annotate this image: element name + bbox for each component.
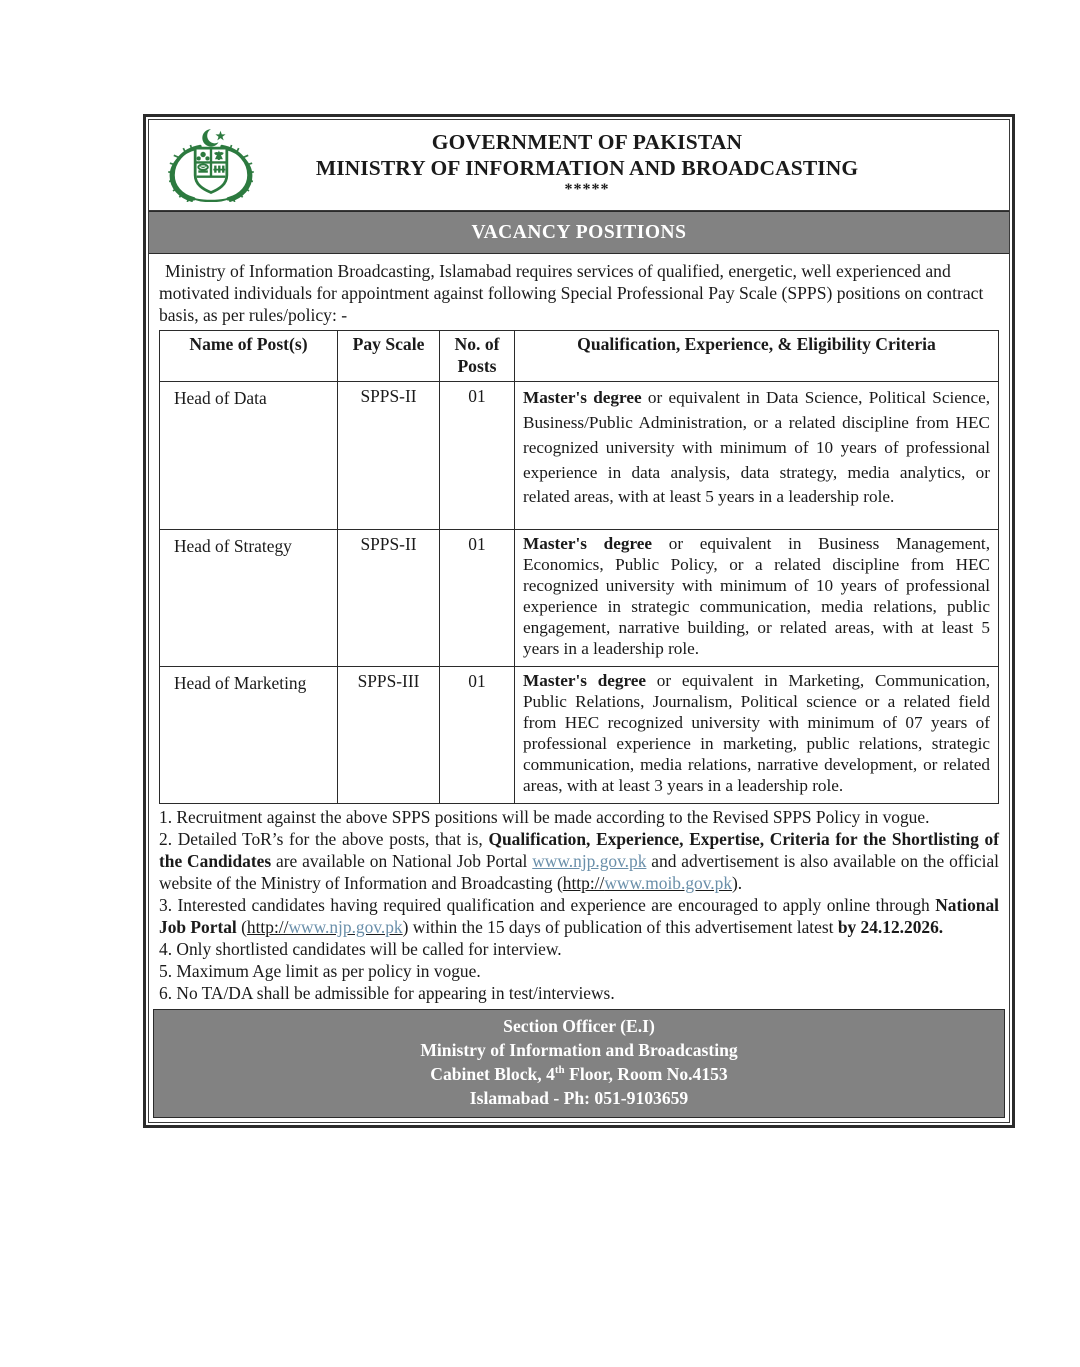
cell-no-of-posts: 01 [440, 529, 515, 666]
star-divider: ***** [564, 181, 610, 199]
note-5: 5. Maximum Age limit as per policy in vogue. [159, 961, 481, 982]
cell-no-of-posts: 01 [440, 666, 515, 803]
th-qualification: Qualification, Experience, & Eligibility Criteria [515, 331, 999, 381]
cell-qualification [515, 666, 999, 803]
cell-pay-scale: SPPS-III [338, 666, 440, 803]
cell-post-name: Head of Marketing [160, 666, 338, 803]
intro-paragraph: Ministry of Information Broadcasting, Islamabad requires services of qualified, energetic, well experienced and motivated individuals for appointment against following Special Professional Pay Scale (SPPS) positions on contract basis, as per rules/policy: - [159, 261, 984, 326]
njp-link-scheme: http:// [246, 916, 289, 937]
vacancy-table [159, 330, 999, 803]
header-titles [269, 129, 1005, 200]
note-3-bold-portal: National Job Portal [159, 894, 999, 937]
note-2-part-c: are available on National Job Portal [271, 850, 533, 871]
qual-bold-lead: Master's degree [523, 533, 653, 553]
footer-address-pre: Cabinet Block, 4 [430, 1064, 555, 1085]
footer-section-officer: Section Officer (E.I) [503, 1016, 655, 1037]
th-pay-scale: Pay Scale [338, 331, 440, 381]
table-row [160, 381, 999, 529]
qual-body: or equivalent in Data Science, Political Science, Business/Public Administration, or a related discipline from HEC recognized university with minimum of 10 years of professional experience in data analysis, data strategy, media analytics, or related areas, with at least 5 years in a leadership role. [523, 387, 991, 507]
note-4: 4. Only shortlisted candidates will be called for interview. [159, 939, 562, 960]
qual-bold-lead: Master's degree [523, 670, 647, 690]
note-3-part-c: ( [236, 916, 247, 937]
table-row [160, 529, 999, 666]
njp-portal-link[interactable]: www.njp.gov.pk [532, 850, 647, 871]
th-no-of-posts: No. of Posts [440, 331, 515, 381]
advertisement-frame [143, 114, 1015, 1128]
footer-address [154, 1063, 1004, 1087]
qual-body: or equivalent in Marketing, Communication, Public Relations, Journalism, Political science or a related field from HEC recognized university with minimum of 07 years of professional experience in marketing, public relations, strategic communication, media relations, narrative development, or related areas, with at least 3 years in a leadership role. [523, 670, 991, 795]
moib-link-scheme: http:// [562, 872, 605, 893]
notes-section [149, 804, 1009, 1007]
cell-pay-scale: SPPS-II [338, 529, 440, 666]
note-6: 6. No TA/DA shall be admissible for appearing in test/interviews. [159, 983, 615, 1004]
vacancy-positions-banner: VACANCY POSITIONS [149, 211, 1009, 254]
contact-footer [153, 1009, 1005, 1118]
advertisement-inner-frame [148, 119, 1010, 1123]
footer-ministry: Ministry of Information and Broadcasting [420, 1040, 738, 1061]
table-header-row [160, 331, 999, 381]
cell-pay-scale: SPPS-II [338, 381, 440, 529]
njp-link-host: www.njp.gov.pk [288, 916, 403, 937]
footer-city-phone: Islamabad - Ph: 051-9103659 [469, 1088, 689, 1109]
moib-website-link[interactable] [563, 873, 732, 893]
note-3-deadline: by 24.12.2026. [837, 916, 944, 937]
document-header [149, 120, 1009, 211]
cell-post-name: Head of Strategy [160, 529, 338, 666]
moib-link-host: www.moib.gov.pk [604, 872, 733, 893]
note-2-bold-criteria: Qualification, Experience, Expertise, Criteria for the Shortlisting of the Candidates [159, 828, 999, 871]
note-2 [159, 828, 999, 894]
note-2-part-e: ). [732, 872, 743, 893]
note-2-part-a: 2. Detailed ToR’s for the above posts, that is, [159, 828, 489, 849]
njp-portal-link-full[interactable] [247, 917, 403, 937]
note-1: 1. Recruitment against the above SPPS positions will be made according to the Revised SPPS Policy in vogue. [159, 806, 930, 827]
qual-bold-lead: Master's degree [523, 387, 642, 407]
footer-ordinal-suffix: th [554, 1064, 565, 1077]
table-row [160, 666, 999, 803]
note-3 [159, 894, 999, 938]
state-emblem-of-pakistan-icon [153, 126, 269, 202]
cell-qualification [515, 529, 999, 666]
vacancy-table-wrapper [149, 328, 1009, 803]
cell-no-of-posts: 01 [440, 381, 515, 529]
intro-section [149, 254, 1009, 328]
ministry-title: MINISTRY OF INFORMATION AND BROADCASTING [315, 155, 859, 180]
qual-body: or equivalent in Business Management, Economics, Public Policy, or a related discipline from HEC recognized university with minimum of 10 years of professional experience in strategic communication, media relations, public engagement, narrative building, or related areas, with at least 5 years in a leadership role. [523, 533, 990, 658]
th-name-of-post: Name of Post(s) [160, 331, 338, 381]
cell-qualification [515, 381, 999, 529]
note-3-part-d: ) within the 15 days of publication of this advertisement latest [402, 916, 838, 937]
government-title: GOVERNMENT OF PAKISTAN [431, 129, 743, 154]
note-3-part-a: 3. Interested candidates having required qualification and experience are encouraged to apply online through [159, 894, 936, 915]
note-2-part-d: and advertisement is also available on the official website of the Ministry of Information and Broadcasting ( [159, 850, 999, 893]
footer-address-post: Floor, Room No.4153 [564, 1064, 728, 1085]
cell-post-name: Head of Data [160, 381, 338, 529]
